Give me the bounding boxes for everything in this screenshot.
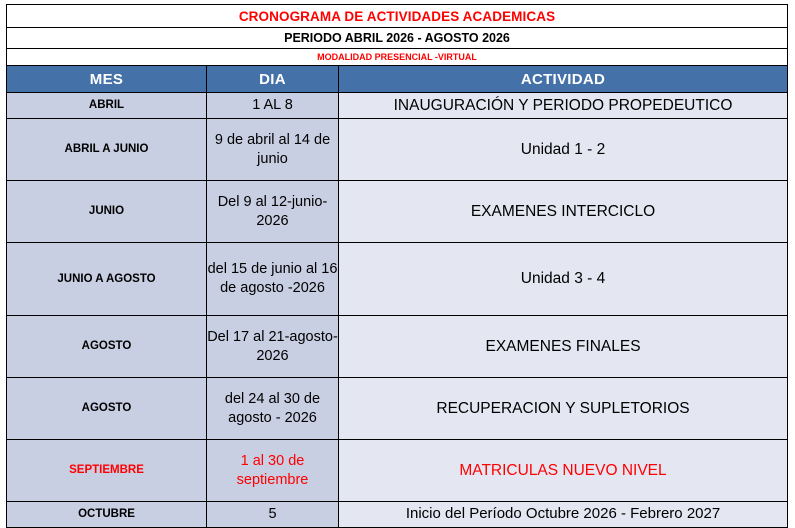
document-title-row [7,5,788,28]
cell-dia: 9 de abril al 14 de junio [207,119,339,181]
cell-mes: AGOSTO [7,378,207,440]
table-row [7,243,788,316]
table-header-row [7,66,788,93]
cronograma-document [0,4,795,522]
cell-mes: JUNIO A AGOSTO [7,243,207,316]
cell-mes: SEPTIEMBRE [7,440,207,502]
cell-dia: 1 al 30 de septiembre [207,440,339,502]
table-row [7,378,788,440]
cell-mes: OCTUBRE [7,502,207,528]
cell-mes: AGOSTO [7,316,207,378]
document-subtitle-row [7,28,788,49]
document-modality: MODALIDAD PRESENCIAL -VIRTUAL [7,49,788,66]
cell-actividad: Unidad 3 - 4 [339,243,788,316]
cell-actividad: RECUPERACION Y SUPLETORIOS [339,378,788,440]
cell-actividad: INAUGURACIÓN Y PERIODO PROPEDEUTICO [339,93,788,119]
cell-dia: 1 AL 8 [207,93,339,119]
cronograma-table [6,4,788,528]
table-row [7,502,788,528]
cell-actividad: EXAMENES INTERCICLO [339,181,788,243]
cell-mes: ABRIL A JUNIO [7,119,207,181]
table-row [7,119,788,181]
cell-dia: del 24 al 30 de agosto - 2026 [207,378,339,440]
column-header-dia: DIA [207,66,339,93]
table-row [7,316,788,378]
cell-mes: ABRIL [7,93,207,119]
cell-actividad: Unidad 1 - 2 [339,119,788,181]
cell-dia: Del 9 al 12-junio-2026 [207,181,339,243]
document-title: CRONOGRAMA DE ACTIVIDADES ACADEMICAS [7,5,788,28]
cell-actividad: Inicio del Período Octubre 2026 - Febrero 2027 [339,502,788,528]
cell-dia: del 15 de junio al 16 de agosto -2026 [207,243,339,316]
table-row [7,93,788,119]
document-modality-row [7,49,788,66]
document-subtitle: PERIODO ABRIL 2026 - AGOSTO 2026 [7,28,788,49]
column-header-actividad: ACTIVIDAD [339,66,788,93]
table-row [7,181,788,243]
column-header-mes: MES [7,66,207,93]
cell-dia: Del 17 al 21-agosto-2026 [207,316,339,378]
cell-dia: 5 [207,502,339,528]
cell-actividad: EXAMENES FINALES [339,316,788,378]
cell-mes: JUNIO [7,181,207,243]
cell-actividad: MATRICULAS NUEVO NIVEL [339,440,788,502]
table-row [7,440,788,502]
